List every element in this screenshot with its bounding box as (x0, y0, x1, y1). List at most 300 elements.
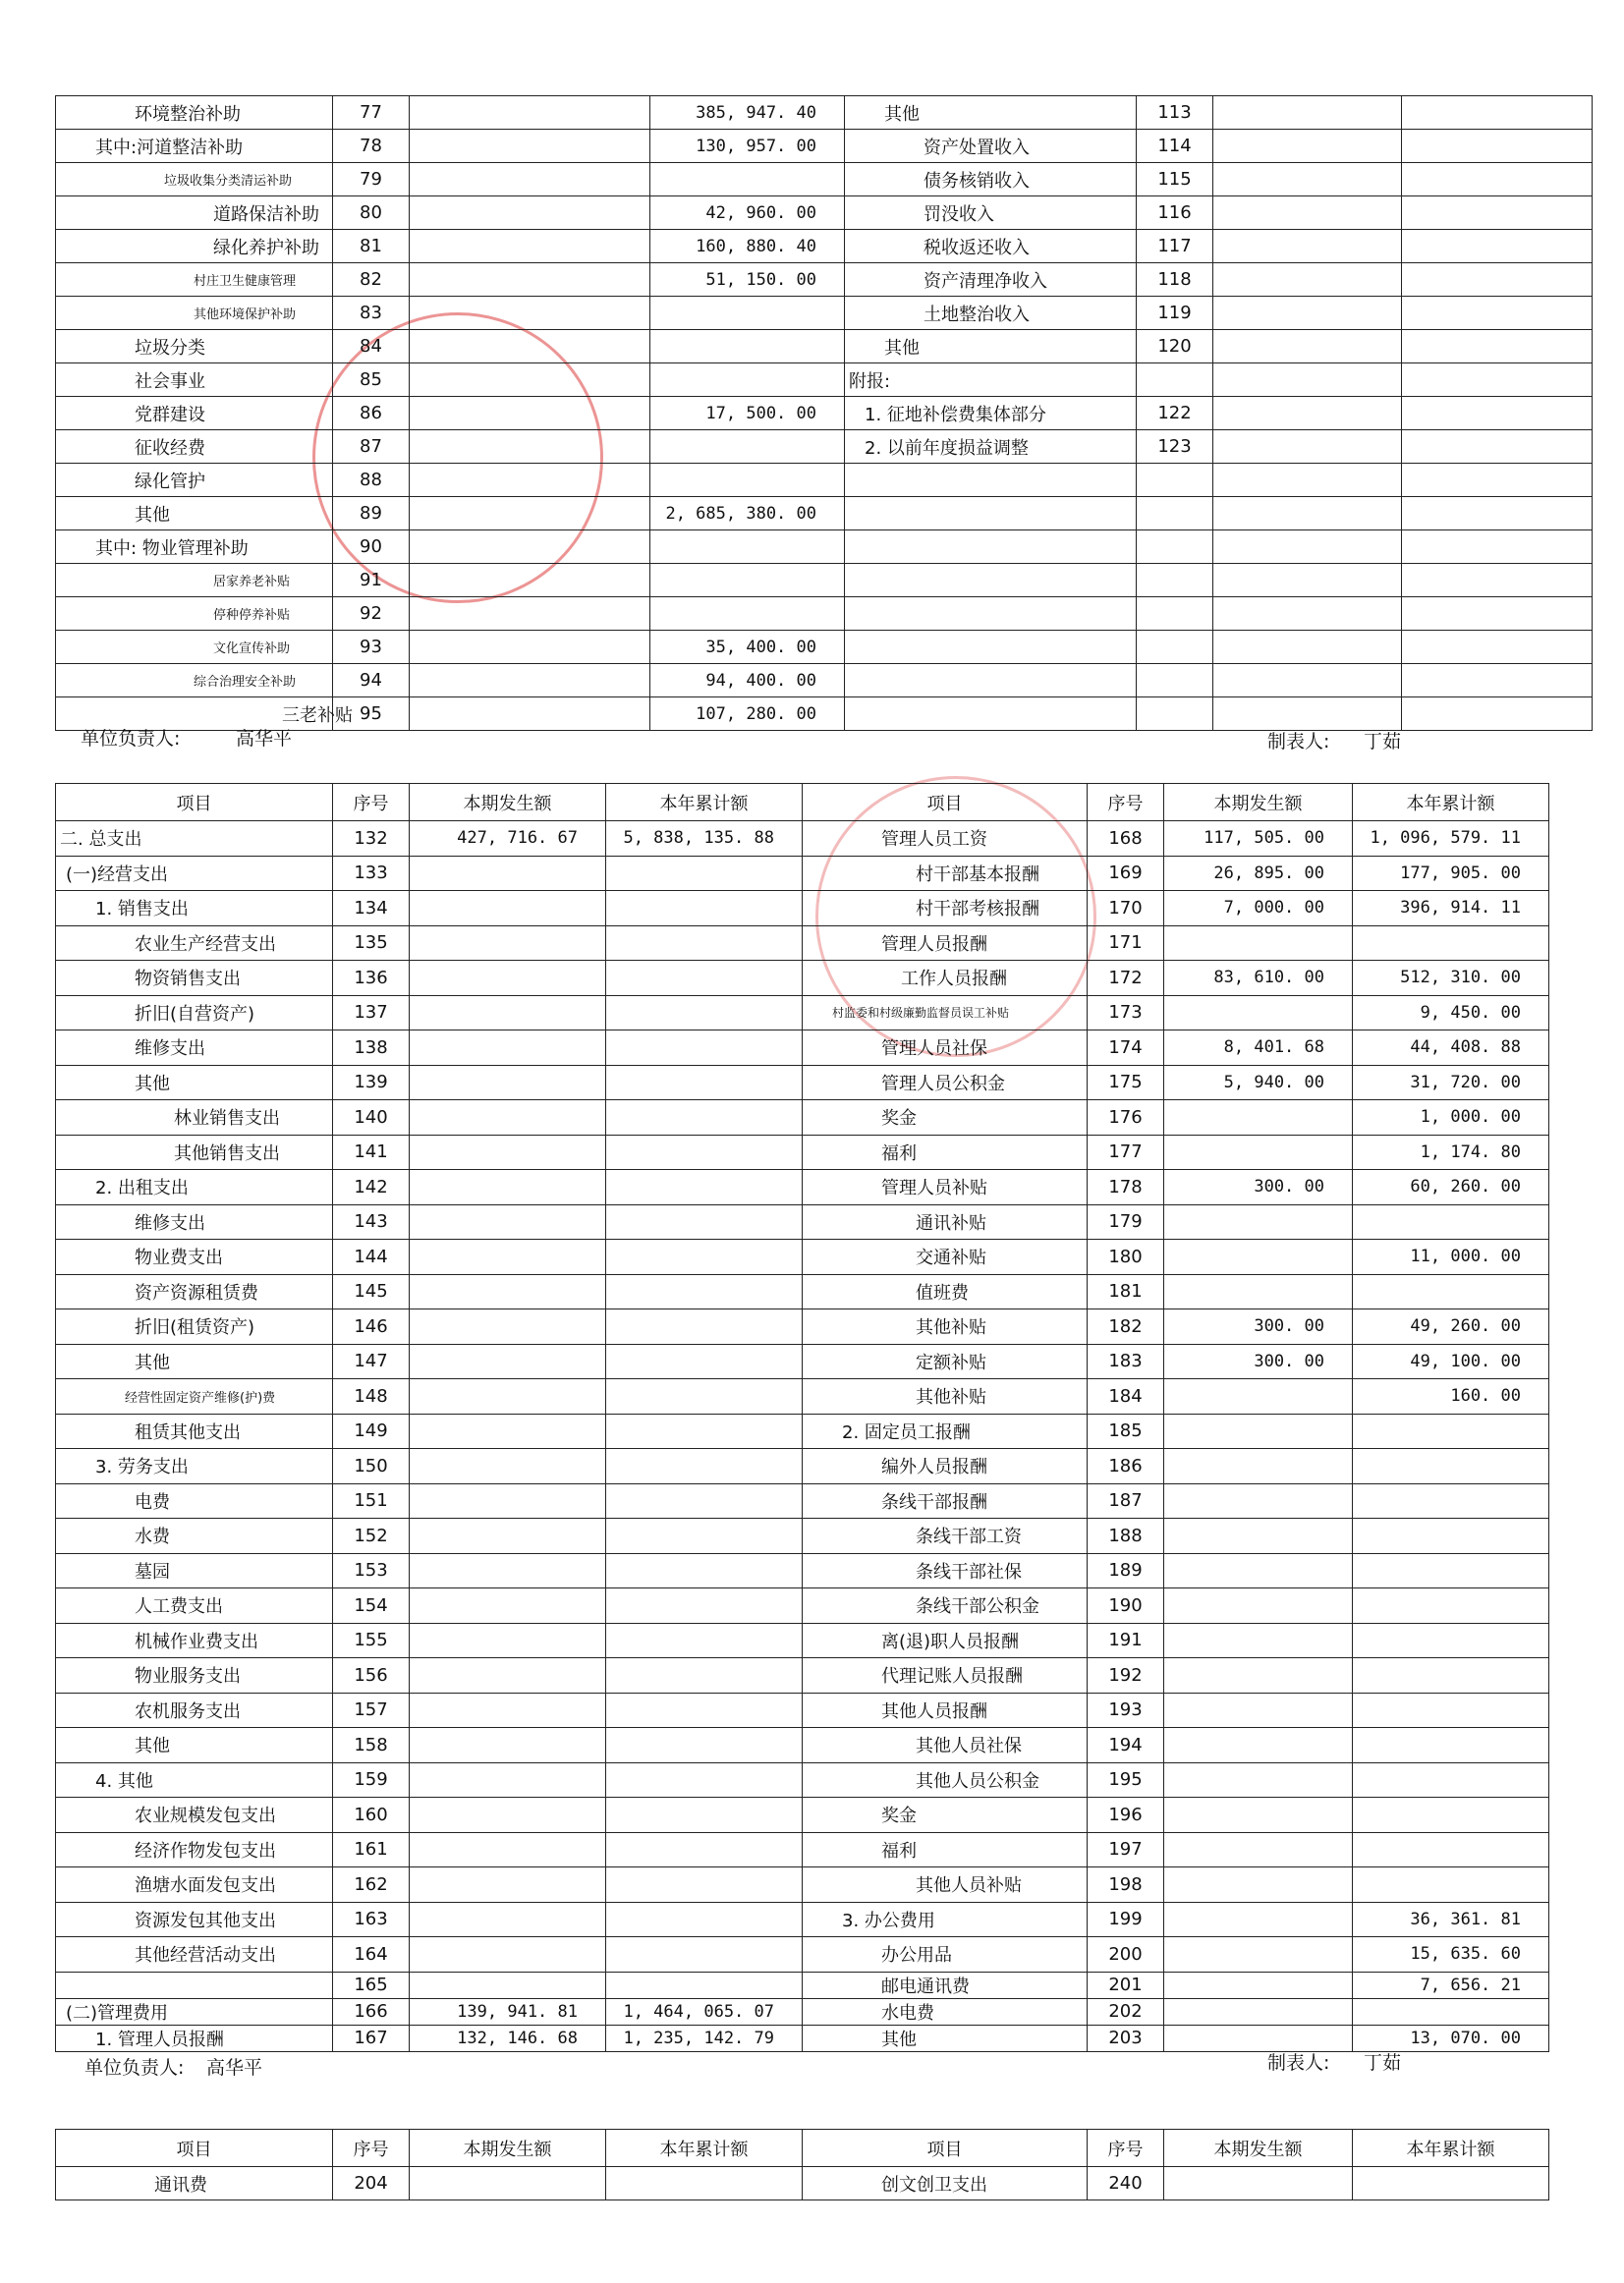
table-row (56, 263, 1593, 297)
table-cell: 81 (333, 230, 410, 263)
table-cell: 168 (1088, 821, 1164, 857)
table-cell: 创文创卫支出 (803, 2167, 1088, 2200)
table-cell: 2. 固定员工报酬 (803, 1414, 1088, 1449)
table-cell (1353, 2167, 1549, 2200)
table-cell (1137, 631, 1213, 664)
table-cell (410, 2167, 606, 2200)
table-cell (1164, 925, 1353, 961)
table-row (56, 1832, 1549, 1867)
table-cell: 116 (1137, 196, 1213, 230)
table-cell (606, 891, 803, 926)
table-cell: 5, 940. 00 (1164, 1065, 1353, 1100)
table-cell: 管理人员工资 (803, 821, 1088, 857)
table-cell: 144 (333, 1240, 410, 1275)
income-table (55, 95, 1593, 731)
table-row (56, 1658, 1549, 1694)
table-cell (1402, 530, 1593, 564)
table-cell (410, 297, 650, 330)
table-cell (1164, 1274, 1353, 1309)
table-cell (410, 1728, 606, 1763)
table-cell (1353, 1832, 1549, 1867)
table-cell: 物业费支出 (56, 1240, 333, 1275)
table-cell: 7, 656. 21 (1353, 1972, 1549, 1998)
table-cell (1164, 1519, 1353, 1554)
table-cell: 184 (1088, 1379, 1164, 1415)
table-cell: 117, 505. 00 (1164, 821, 1353, 857)
table-row (56, 1135, 1549, 1170)
table-cell (410, 664, 650, 697)
table-cell (1402, 597, 1593, 631)
table-cell: 155 (333, 1623, 410, 1658)
table-cell: 9, 450. 00 (1353, 995, 1549, 1030)
table-cell: 169 (1088, 856, 1164, 891)
table-row (56, 1693, 1549, 1728)
unit-head-name-1: 高华平 (236, 728, 293, 750)
table-cell (410, 1274, 606, 1309)
table-cell (1213, 130, 1402, 163)
table-cell: 值班费 (803, 1274, 1088, 1309)
column-header: 序号 (1088, 784, 1164, 821)
column-header: 本年累计额 (606, 784, 803, 821)
table-row (56, 530, 1593, 564)
table-cell: (一)经营支出 (56, 856, 333, 891)
table-cell: 91 (333, 564, 410, 597)
table-row (56, 1240, 1549, 1275)
table-cell: 邮电通讯费 (803, 1972, 1088, 1998)
table-cell: 条线干部工资 (803, 1519, 1088, 1554)
table-cell: 绿化养护补助 (56, 230, 333, 263)
table-cell (410, 1867, 606, 1903)
table-cell: 153 (333, 1553, 410, 1588)
table-cell: 条线干部社保 (803, 1553, 1088, 1588)
table-cell: 183 (1088, 1344, 1164, 1379)
table-cell: 188 (1088, 1519, 1164, 1554)
table-row (56, 1274, 1549, 1309)
table-cell: 150 (333, 1449, 410, 1484)
table-cell (1164, 1998, 1353, 2025)
table-row (56, 1937, 1549, 1973)
table-cell (410, 96, 650, 130)
table-cell: 其中:河道整洁补助 (56, 130, 333, 163)
column-header: 序号 (1088, 2130, 1164, 2167)
preparer-name-2: 丁茹 (1364, 2052, 1402, 2074)
table-cell: 2. 以前年度损益调整 (845, 430, 1137, 464)
table-cell (410, 1240, 606, 1275)
table-cell: 180 (1088, 1240, 1164, 1275)
table-cell (1164, 1588, 1353, 1624)
table-cell: 167 (333, 2025, 410, 2051)
table-row (56, 1623, 1549, 1658)
table-cell: 156 (333, 1658, 410, 1694)
table-cell: 107, 280. 00 (650, 697, 845, 731)
table-cell: 80 (333, 196, 410, 230)
table-cell: 管理人员社保 (803, 1030, 1088, 1066)
table-cell (606, 1728, 803, 1763)
table-cell (1353, 1204, 1549, 1240)
table-cell: 118 (1137, 263, 1213, 297)
table-cell: 经济作物发包支出 (56, 1832, 333, 1867)
table-cell: 通讯费 (56, 2167, 333, 2200)
table-cell (1213, 530, 1402, 564)
table-cell: 151 (333, 1483, 410, 1519)
table-cell (650, 464, 845, 497)
column-header: 项目 (56, 784, 333, 821)
table-cell (410, 564, 650, 597)
table-cell: 171 (1088, 925, 1164, 961)
table-cell (1353, 1483, 1549, 1519)
table-cell (1164, 995, 1353, 1030)
table-row (56, 1170, 1549, 1205)
table-row (56, 130, 1593, 163)
table-cell: 福利 (803, 1832, 1088, 1867)
table-cell: 租赁其他支出 (56, 1414, 333, 1449)
table-cell: 119 (1137, 297, 1213, 330)
table-cell: 3. 劳务支出 (56, 1449, 333, 1484)
table-cell: 8, 401. 68 (1164, 1030, 1353, 1066)
table-cell (606, 1170, 803, 1205)
table-header-row (56, 2130, 1549, 2167)
table-cell (410, 397, 650, 430)
table-cell: 村庄卫生健康管理 (56, 263, 333, 297)
table-cell (1164, 1867, 1353, 1903)
table-cell (606, 1623, 803, 1658)
table-cell (410, 530, 650, 564)
table-cell (1213, 597, 1402, 631)
table-cell (410, 1902, 606, 1937)
table-cell (1213, 564, 1402, 597)
table-cell (1137, 564, 1213, 597)
table-cell: 161 (333, 1832, 410, 1867)
table-cell (410, 1693, 606, 1728)
table-cell: 资产资源租赁费 (56, 1274, 333, 1309)
table-cell (1164, 1972, 1353, 1998)
table-cell (1353, 1658, 1549, 1694)
table-row (56, 1065, 1549, 1100)
table-cell (1402, 163, 1593, 196)
table-cell (606, 1832, 803, 1867)
unit-head-name-2: 高华平 (206, 2057, 263, 2079)
table-cell (410, 1065, 606, 1100)
table-cell: 13, 070. 00 (1353, 2025, 1549, 2051)
table-cell: 林业销售支出 (56, 1100, 333, 1136)
table-cell: 89 (333, 497, 410, 530)
table-cell: 1, 096, 579. 11 (1353, 821, 1549, 857)
table-cell (1164, 1204, 1353, 1240)
table-cell (410, 1449, 606, 1484)
table-row (56, 597, 1593, 631)
table-cell: 83 (333, 297, 410, 330)
table-cell (1353, 1553, 1549, 1588)
table-cell (410, 1762, 606, 1798)
table-row (56, 1902, 1549, 1937)
table-cell: 195 (1088, 1762, 1164, 1798)
table-cell: 512, 310. 00 (1353, 961, 1549, 996)
table-cell: 管理人员补贴 (803, 1170, 1088, 1205)
table-cell (1164, 1483, 1353, 1519)
table-row (56, 96, 1593, 130)
table-cell: 36, 361. 81 (1353, 1902, 1549, 1937)
table-cell (1213, 430, 1402, 464)
table-cell: 3. 办公费用 (803, 1902, 1088, 1937)
column-header: 本年累计额 (1353, 2130, 1549, 2167)
table-cell: 177 (1088, 1135, 1164, 1170)
table-cell (410, 925, 606, 961)
table-row (56, 1414, 1549, 1449)
table-cell: 35, 400. 00 (650, 631, 845, 664)
table-cell: 绿化管护 (56, 464, 333, 497)
table-cell (1353, 1998, 1549, 2025)
table-cell (410, 1204, 606, 1240)
table-cell: 其他销售支出 (56, 1135, 333, 1170)
table-cell (410, 697, 650, 731)
table-cell: 综合治理安全补助 (56, 664, 333, 697)
table-cell: 152 (333, 1519, 410, 1554)
table-row (56, 1204, 1549, 1240)
table-cell: 债务核销收入 (845, 163, 1137, 196)
table-cell: 132 (333, 821, 410, 857)
table-cell (410, 961, 606, 996)
table-cell: 190 (1088, 1588, 1164, 1624)
table-cell: 160. 00 (1353, 1379, 1549, 1415)
table-cell (650, 597, 845, 631)
table-row (56, 1483, 1549, 1519)
column-header: 本年累计额 (1353, 784, 1549, 821)
table-cell: 其他 (56, 1728, 333, 1763)
table-cell: 197 (1088, 1832, 1164, 1867)
table-cell: 77 (333, 96, 410, 130)
column-header: 本期发生额 (410, 784, 606, 821)
table-cell: 139, 941. 81 (410, 1998, 606, 2025)
table-cell: 4. 其他 (56, 1762, 333, 1798)
table-cell (410, 263, 650, 297)
table-cell: 174 (1088, 1030, 1164, 1066)
table-cell (606, 1762, 803, 1798)
table-cell (606, 1379, 803, 1415)
preparer-label-2: 制表人: (1267, 2052, 1330, 2074)
table-cell: 罚没收入 (845, 196, 1137, 230)
table-cell (1353, 1762, 1549, 1798)
table-cell: 82 (333, 263, 410, 297)
table-cell (606, 1483, 803, 1519)
table-row (56, 564, 1593, 597)
table-cell: 49, 260. 00 (1353, 1309, 1549, 1345)
table-row (56, 330, 1593, 363)
unit-head-label-2: 单位负责人: (84, 2057, 185, 2079)
table-cell (410, 1972, 606, 1998)
table-cell: 175 (1088, 1065, 1164, 1100)
table-cell: 福利 (803, 1135, 1088, 1170)
table-cell: 178 (1088, 1170, 1164, 1205)
table-cell: 114 (1137, 130, 1213, 163)
table-cell: 396, 914. 11 (1353, 891, 1549, 926)
table-row (56, 397, 1593, 430)
table-cell: 维修支出 (56, 1204, 333, 1240)
table-cell (1353, 1693, 1549, 1728)
table-cell: 税收返还收入 (845, 230, 1137, 263)
table-cell: 道路保洁补助 (56, 196, 333, 230)
table-cell: 通讯补贴 (803, 1204, 1088, 1240)
table-row (56, 1867, 1549, 1903)
table-cell: 92 (333, 597, 410, 631)
table-row (56, 1100, 1549, 1136)
table-cell (1402, 196, 1593, 230)
table-cell (410, 130, 650, 163)
table-cell: 其他人员公积金 (803, 1762, 1088, 1798)
table-cell: 资源发包其他支出 (56, 1902, 333, 1937)
table-cell (1353, 1623, 1549, 1658)
table-row (56, 891, 1549, 926)
table-cell (1402, 397, 1593, 430)
table-cell (1213, 464, 1402, 497)
table-cell: 134 (333, 891, 410, 926)
table-cell (606, 1309, 803, 1345)
table-cell: 141 (333, 1135, 410, 1170)
table-cell: 42, 960. 00 (650, 196, 845, 230)
table-cell: 经营性固定资产维修(护)费 (56, 1379, 333, 1415)
table-cell: 其他 (845, 96, 1137, 130)
table-cell (845, 631, 1137, 664)
table-cell: 附报: (845, 363, 1137, 397)
table-cell: 203 (1088, 2025, 1164, 2051)
table-cell: 130, 957. 00 (650, 130, 845, 163)
table-cell (1402, 263, 1593, 297)
table-cell: 122 (1137, 397, 1213, 430)
table-cell: 186 (1088, 1449, 1164, 1484)
table-cell (1164, 1449, 1353, 1484)
table-cell (410, 856, 606, 891)
table-cell: 其他 (56, 497, 333, 530)
table-cell: 137 (333, 995, 410, 1030)
table-cell (606, 1414, 803, 1449)
table-cell: (二)管理费用 (56, 1998, 333, 2025)
table-cell: 157 (333, 1693, 410, 1728)
table-row (56, 230, 1593, 263)
table-cell (606, 1065, 803, 1100)
table-cell: 物业服务支出 (56, 1658, 333, 1694)
column-header: 项目 (803, 784, 1088, 821)
table-cell (410, 1309, 606, 1345)
table-cell (650, 430, 845, 464)
table-cell: 31, 720. 00 (1353, 1065, 1549, 1100)
table-cell: 135 (333, 925, 410, 961)
table-cell (650, 363, 845, 397)
table-cell (410, 1519, 606, 1554)
table-cell (410, 163, 650, 196)
table-row (56, 1553, 1549, 1588)
table-cell: 154 (333, 1588, 410, 1624)
table-cell: 其他 (56, 1344, 333, 1379)
table-cell (410, 1100, 606, 1136)
table-cell: 51, 150. 00 (650, 263, 845, 297)
table-row (56, 430, 1593, 464)
expenditure-table-continued (55, 2129, 1549, 2200)
table-cell (410, 1588, 606, 1624)
table-row (56, 925, 1549, 961)
table-cell (1164, 1728, 1353, 1763)
table-cell: 170 (1088, 891, 1164, 926)
table-cell: 200 (1088, 1937, 1164, 1973)
table-cell (1164, 1658, 1353, 1694)
table-cell: 94 (333, 664, 410, 697)
table-row (56, 856, 1549, 891)
table-cell: 其中: 物业管理补助 (56, 530, 333, 564)
table-cell: 农业生产经营支出 (56, 925, 333, 961)
table-cell: 其他环境保护补助 (56, 297, 333, 330)
table-cell (650, 564, 845, 597)
table-cell (1402, 430, 1593, 464)
table-cell: 三老补贴 (56, 697, 333, 731)
table-cell (606, 1135, 803, 1170)
table-cell: 87 (333, 430, 410, 464)
table-cell: 192 (1088, 1658, 1164, 1694)
table-cell (410, 597, 650, 631)
table-cell: 2. 出租支出 (56, 1170, 333, 1205)
table-cell (845, 464, 1137, 497)
table-cell (606, 1100, 803, 1136)
table-row (56, 1762, 1549, 1798)
table-row (56, 961, 1549, 996)
table-cell (1213, 196, 1402, 230)
table-cell (1137, 497, 1213, 530)
table-cell: 60, 260. 00 (1353, 1170, 1549, 1205)
table-cell (1137, 464, 1213, 497)
table-cell: 160 (333, 1798, 410, 1833)
table-cell: 二. 总支出 (56, 821, 333, 857)
table-cell (1402, 96, 1593, 130)
table-row (56, 1588, 1549, 1624)
table-cell: 17, 500. 00 (650, 397, 845, 430)
table-cell (1164, 1414, 1353, 1449)
column-header: 本期发生额 (1164, 2130, 1353, 2167)
table-cell: 其他补贴 (803, 1309, 1088, 1345)
table-row (56, 363, 1593, 397)
table-cell (1164, 1937, 1353, 1973)
table-cell: 工作人员报酬 (803, 961, 1088, 996)
table-cell: 墓园 (56, 1553, 333, 1588)
table-cell (1213, 363, 1402, 397)
table-cell (1213, 497, 1402, 530)
table-cell: 党群建设 (56, 397, 333, 430)
preparer-label-1: 制表人: (1267, 731, 1330, 752)
table-cell (1213, 664, 1402, 697)
table-cell: 189 (1088, 1553, 1164, 1588)
table-cell: 条线干部公积金 (803, 1588, 1088, 1624)
table-cell: 117 (1137, 230, 1213, 263)
table-cell: 115 (1137, 163, 1213, 196)
table-cell: 182 (1088, 1309, 1164, 1345)
table-cell: 149 (333, 1414, 410, 1449)
table-cell: 渔塘水面发包支出 (56, 1867, 333, 1903)
table-cell (1164, 1762, 1353, 1798)
table-cell: 管理人员报酬 (803, 925, 1088, 961)
table-cell (606, 1902, 803, 1937)
table-cell: 158 (333, 1728, 410, 1763)
table-cell: 204 (333, 2167, 410, 2200)
table-cell: 181 (1088, 1274, 1164, 1309)
table-cell (1353, 1728, 1549, 1763)
table-cell: 88 (333, 464, 410, 497)
table-cell (1353, 1798, 1549, 1833)
table-cell: 其他 (803, 2025, 1088, 2051)
table-cell: 85 (333, 363, 410, 397)
table-row (56, 2025, 1549, 2051)
column-header: 本期发生额 (1164, 784, 1353, 821)
expenditure-table (55, 783, 1549, 2052)
table-cell (1213, 397, 1402, 430)
table-row (56, 1379, 1549, 1415)
table-cell: 163 (333, 1902, 410, 1937)
table-cell (1213, 631, 1402, 664)
